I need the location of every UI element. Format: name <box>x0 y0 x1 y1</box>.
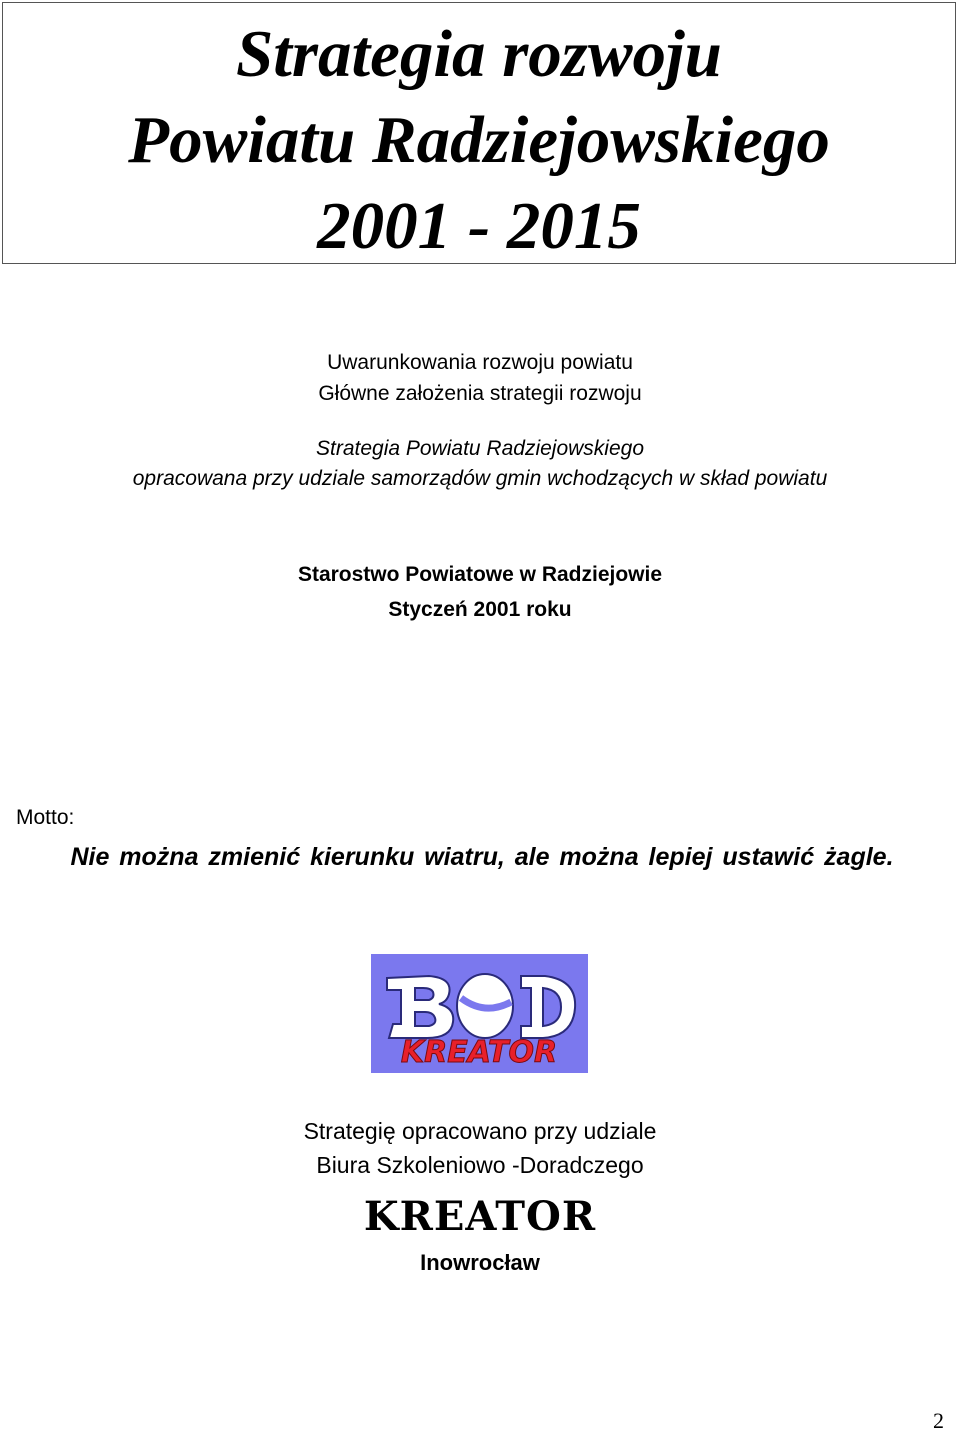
motto-label: Motto: <box>16 806 75 829</box>
credit-line-2: Biura Szkoleniowo -Doradczego <box>316 1152 644 1178</box>
subtitle-line-1: Uwarunkowania rozwoju powiatu <box>327 351 633 374</box>
city: Inowrocław <box>420 1250 540 1275</box>
credit-line-1: Strategię opracowano przy udziale <box>303 1118 657 1144</box>
title-line-1: Strategia rozwoju <box>236 17 722 91</box>
publisher-name: Starostwo Powiatowe w Radziejowie <box>297 563 663 586</box>
logo-graphic <box>371 954 588 1073</box>
kreator-brand: KREATOR <box>363 1193 597 1240</box>
title-years: 2001 - 2015 <box>317 189 641 263</box>
description-line-1: Strategia Powiatu Radziejowskiego <box>315 437 644 460</box>
page-number: 2 <box>933 1408 944 1433</box>
title-line-2: Powiatu Radziejowskiego <box>128 103 830 177</box>
subtitle-line-2: Główne założenia strategii rozwoju <box>318 382 642 405</box>
description-line-2: opracowana przy udziale samorządów gmin wchodzących w skład powiatu <box>132 467 828 490</box>
logo-brand-text: KREATOR <box>400 1035 558 1070</box>
publication-date: Styczeń 2001 roku <box>388 598 572 621</box>
title-box <box>2 2 956 264</box>
logo-letter-b <box>387 976 453 1038</box>
motto-text: Nie można zmienić kierunku wiatru, ale można lepiej ustawić żagle. <box>70 843 894 871</box>
logo-letter-d <box>521 976 575 1038</box>
bsd-kreator-logo <box>371 954 588 1073</box>
